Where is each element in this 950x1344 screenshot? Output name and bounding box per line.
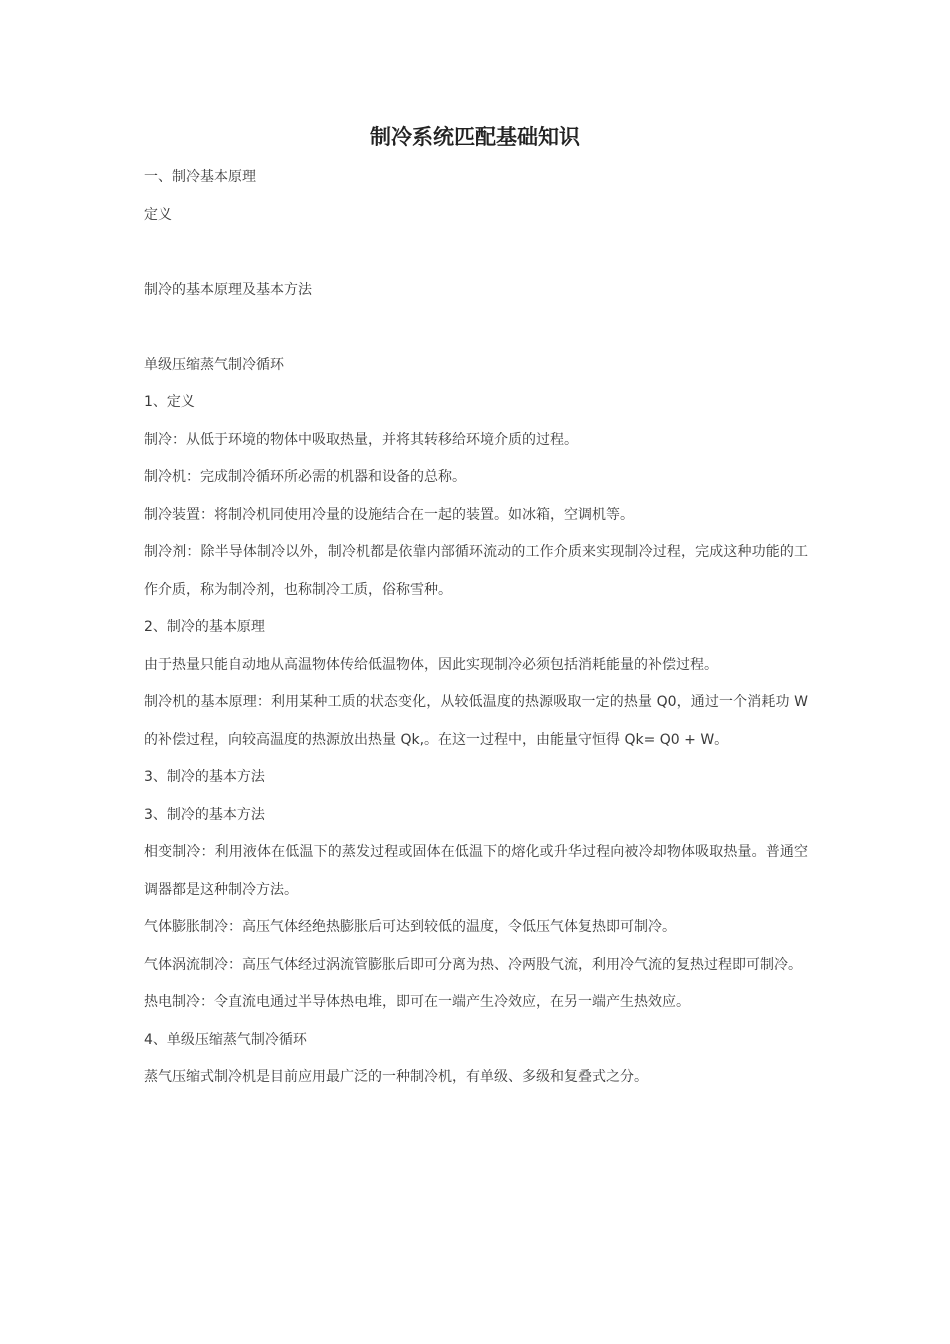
heading-principles-methods: 制冷的基本原理及基本方法 [144,281,312,298]
subheading-basic-methods: 3、制冷的基本方法 [144,769,265,785]
heading-definition: 定义 [144,206,172,223]
document-body [144,159,808,1097]
subheading-definition: 1、定义 [144,394,195,410]
document-title: 制冷系统匹配基础知识 [370,125,580,149]
paragraph-gas-vortex: 气体涡流制冷：高压气体经过涡流管膨胀后即可分离为热、冷两股气流，利用冷气流的复热过程即可制冷。 [144,956,802,973]
subheading-basic-principle: 2、制冷的基本原理 [144,619,265,635]
paragraph-refrigerator: 制冷机：完成制冷循环所必需的机器和设备的总称。 [144,469,466,485]
heading-single-stage-cycle: 单级压缩蒸气制冷循环 [144,356,284,373]
paragraph-refrigeration: 制冷：从低于环境的物体中吸取热量，并将其转移给环境介质的过程。 [144,431,578,448]
subheading-basic-methods-repeat: 3、制冷的基本方法 [144,806,265,823]
heading-section-1: 一、制冷基本原理 [144,169,256,185]
paragraph-heat-transfer: 由于热量只能自动地从高温物体传给低温物体，因此实现制冷必须包括消耗能量的补偿过程。 [144,656,718,673]
paragraph-refrigerator-principle: 制冷机的基本原理：利用某种工质的状态变化，从较低温度的热源吸取一定的热量 Q0，通过一个消耗功 W 的补偿过程，向较高温度的热源放出热量 Qk,。在这一过程中，由能量守恒得 Qk= Q0 + W。 [144,694,808,748]
paragraph-gas-expansion: 气体膨胀制冷：高压气体经绝热膨胀后可达到较低的温度，令低压气体复热即可制冷。 [144,919,676,935]
blank-line [144,309,808,347]
blank-line [144,234,808,272]
paragraph-phase-change: 相变制冷：利用液体在低温下的蒸发过程或固体在低温下的熔化或升华过程向被冷却物体吸取热量。普通空调器都是这种制冷方法。 [144,844,808,898]
subheading-single-stage-cycle: 4、单级压缩蒸气制冷循环 [144,1031,307,1048]
paragraph-vapor-compression: 蒸气压缩式制冷机是目前应用最广泛的一种制冷机，有单级、多级和复叠式之分。 [144,1069,648,1085]
paragraph-refrigeration-device: 制冷装置：将制冷机同使用冷量的设施结合在一起的装置。如冰箱，空调机等。 [144,506,634,523]
paragraph-thermoelectric: 热电制冷：令直流电通过半导体热电堆，即可在一端产生冷效应，在另一端产生热效应。 [144,994,690,1010]
paragraph-refrigerant: 制冷剂：除半导体制冷以外，制冷机都是依靠内部循环流动的工作介质来实现制冷过程，完成这种功能的工作介质，称为制冷剂，也称制冷工质，俗称雪种。 [144,544,808,598]
